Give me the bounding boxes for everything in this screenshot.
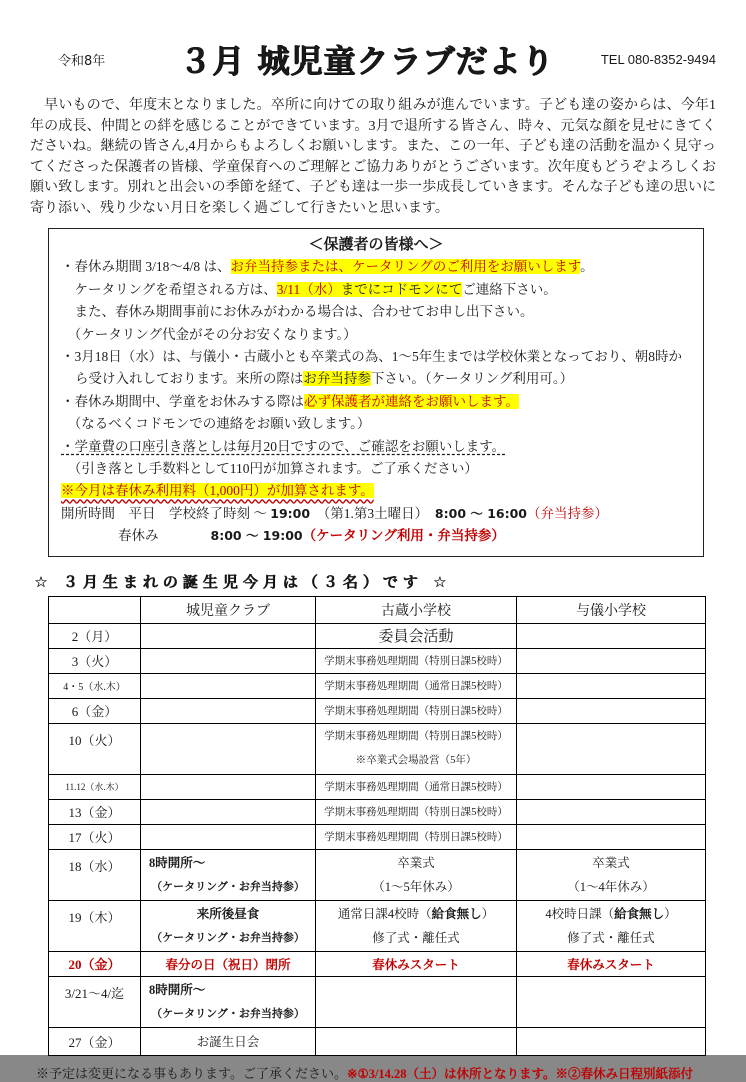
notice-title: ＜保護者の皆様へ＞ [308, 237, 444, 253]
cell-yogi [517, 976, 706, 1027]
hours-saturday-time: 8:00 ～ 16:00 [434, 505, 528, 521]
cell-date: 10（火） [49, 723, 141, 774]
cell-kozo [316, 976, 517, 1027]
opening-hours-weekday [61, 503, 691, 525]
cell-date: 13（金） [49, 799, 141, 824]
notice-text: ご連絡下さい。 [462, 281, 557, 297]
newsletter-title: ３月 城児童クラブだより [179, 42, 555, 80]
col-header-date [49, 596, 141, 623]
table-row [49, 976, 706, 1027]
cell-jo [141, 774, 316, 799]
cell-kozo [316, 900, 517, 951]
footer-note [36, 1063, 716, 1082]
event-line: （ケータリング・お弁当持参） [151, 931, 305, 944]
table-row [49, 799, 706, 824]
cell-yogi [517, 623, 706, 648]
col-header-jo: 城児童クラブ [141, 596, 316, 623]
notice-line-spring-fee [61, 480, 691, 502]
cell-yogi [517, 774, 706, 799]
notice-text: 。 [580, 259, 594, 275]
cell-jo [141, 723, 316, 774]
cell-kozo: 学期末事務処理期間（特別日課5校時） [316, 648, 517, 673]
cell-date: 27（金） [49, 1027, 141, 1055]
cell-yogi [517, 1027, 706, 1055]
cell-date: 6（金） [49, 698, 141, 723]
notice-text: ・春休み期間中、学童をお休みする際は [61, 393, 304, 409]
cell-kozo [316, 723, 517, 774]
event-line: 8時開所～ [149, 855, 206, 870]
table-row [49, 698, 706, 723]
cell-jo [141, 799, 316, 824]
opening-hours-spring [61, 525, 691, 547]
cell-kozo: 学期末事務処理期間（特別日課5校時） [316, 698, 517, 723]
event-line: （1～5年休み） [372, 879, 460, 894]
cell-kozo: 学期末事務処理期間（通常日課5校時） [316, 673, 517, 698]
cell-jo [141, 623, 316, 648]
notice-text: ・春休み期間 3/18～4/8 は、 [61, 259, 231, 275]
event-line [318, 902, 514, 926]
event-line: 来所後昼食 [196, 906, 260, 921]
hours-text: 開所時間 平日 学校終了時刻 ～ [61, 505, 271, 521]
event-text: 4校時日課（ [545, 906, 615, 921]
cell-date: 17（火） [49, 824, 141, 849]
cell-kozo [316, 1027, 517, 1055]
notice-line-debit-fee: （引き落とし手数料として110円が加算されます。ご了承ください） [61, 461, 478, 477]
highlight-guardian-contact: 必ず保護者が連絡をお願いします。 [304, 393, 519, 409]
notice-line-codmon-preferred: （なるべくコドモンでの連絡をお願い致します。） [61, 416, 371, 432]
cell-date: 18（水） [49, 849, 141, 900]
event-line: （ケータリング・お弁当持参） [151, 880, 305, 893]
notice-line-advance-absence: また、春休み期間事前にお休みがわかる場合は、合わせてお申し出下さい。 [61, 304, 534, 320]
footer-note-black: ※予定は変更になる事もあります。ご了承ください。 [36, 1065, 347, 1081]
cell-jo [141, 698, 316, 723]
table-row [49, 723, 706, 774]
notice-line-absence-contact [61, 391, 691, 413]
cell-date: 4・5（水.木） [49, 673, 141, 698]
cell-jo [141, 976, 316, 1027]
event-line [519, 902, 703, 926]
cell-date: 3（火） [49, 648, 141, 673]
cell-jo [141, 673, 316, 698]
table-row [49, 648, 706, 673]
notice-text: ケータリングを希望される方は、 [61, 281, 277, 297]
cell-yogi [517, 824, 706, 849]
birthday-heading: ☆ ３月生まれの誕生児今月は（３名）です ☆ [34, 572, 452, 591]
notice-text: ・3月18日（水）は、与儀小・古蔵小とも卒業式の為、1～5年生までは学校休業となっており、朝8時から受け入れしております。来所の際は [61, 349, 682, 387]
event-line: （1～4年休み） [567, 879, 655, 894]
highlight-deadline-date: 3/11（水） [276, 281, 341, 297]
hours-close-time: 19:00 [270, 505, 311, 521]
highlight-spring-fee: ※今月は春休み利用料（1,000円）が加算されます。 [61, 483, 374, 499]
header [30, 36, 716, 82]
notice-line-bank-debit [61, 436, 691, 458]
event-line: 8時開所～ [149, 982, 206, 997]
footer-note-red: ※①3/14.28（土）は休所となります。※②春休み日程別紙添付 [346, 1066, 693, 1081]
cell-date: 20（金） [49, 951, 141, 976]
table-row-holiday [49, 951, 706, 976]
cell-yogi [517, 648, 706, 673]
cell-date: 11.12（水.木） [49, 774, 141, 799]
notice-line-march18 [61, 346, 691, 391]
cell-kozo: 委員会活動 [316, 623, 517, 648]
cell-jo [141, 849, 316, 900]
cell-kozo: 学期末事務処理期間（通常日課5校時） [316, 774, 517, 799]
table-row [49, 673, 706, 698]
notice-line-catering-fee-note: （ケータリング代金がその分お安くなります。） [61, 326, 357, 342]
event-line: 卒業式 [592, 855, 630, 870]
event-line: 学期末事務処理期間（特別日課5校時） [324, 730, 508, 742]
event-text-bold: 給食無し [614, 906, 665, 921]
highlight-bento-catering: お弁当持参または、ケータリングのご利用をお願いします [230, 259, 581, 275]
era-label: 令和8年 [58, 53, 106, 69]
cell-jo [141, 900, 316, 951]
cell-date: 2（月） [49, 623, 141, 648]
cell-yogi [517, 900, 706, 951]
cell-kozo [316, 849, 517, 900]
cell-jo [141, 824, 316, 849]
cell-kozo: 学期末事務処理期間（特別日課5校時） [316, 824, 517, 849]
table-row [49, 774, 706, 799]
intro-paragraph: 早いもので、年度末となりました。卒所に向けての取り組みが進んでいます。子ども達の姿からは、今年1年の成長、仲間との絆を感じることができています。3月で退所する皆さん、時々、元気な顔を見せにきてくださいね。継続の皆さん,4月からもよろしくお願いします。また、この一年、子ども達の活動を温かく見守ってくださった保護者の皆様、学童保育へのご理解とご協力ありがとうございます。次年度もどうぞよろしくお願い致します。別れと出会いの季節を経て、子ども達は一歩一歩成長していきます。そんな子ども達の思いに寄り添い、残り少ない月日を楽しく過ごして行きたいと思います。 [30, 98, 716, 216]
notice-box [48, 228, 704, 557]
cell-yogi [517, 698, 706, 723]
table-row [49, 900, 706, 951]
col-header-kozo: 古蔵小学校 [316, 596, 517, 623]
event-line: 卒業式 [397, 855, 435, 870]
cell-yogi [517, 849, 706, 900]
event-line: 修了式・離任式 [567, 930, 655, 945]
cell-kozo: 学期末事務処理期間（特別日課5校時） [316, 799, 517, 824]
cell-kozo: 春休みスタート [316, 951, 517, 976]
cell-yogi [517, 799, 706, 824]
table-row [49, 849, 706, 900]
table-row [49, 1027, 706, 1055]
hours-spring-label: 春休み [118, 528, 159, 544]
hours-spring-time: 8:00 ～ 19:00 [210, 528, 303, 544]
cell-jo [141, 648, 316, 673]
cell-date: 19（木） [49, 900, 141, 951]
notice-text: 下さい。（ケータリング利用可。） [370, 371, 574, 387]
event-text-bold: 給食無し [431, 906, 482, 921]
cell-jo: 春分の日（祝日）閉所 [141, 951, 316, 976]
cell-jo: お誕生日会 [141, 1027, 316, 1055]
highlight-bring-bento: お弁当持参 [303, 371, 371, 387]
cell-yogi: 春休みスタート [517, 951, 706, 976]
event-text: 通常日課4校時（ [337, 906, 432, 921]
table-header-row [49, 596, 706, 623]
hours-spring-note: （ケータリング利用・弁当持参） [302, 528, 505, 544]
event-line: ※卒業式会場設営（5年） [355, 754, 477, 766]
event-text: ） [664, 906, 677, 921]
event-line: （ケータリング・お弁当持参） [151, 1007, 305, 1020]
underlined-debit-text: ・学童費の口座引き落としは毎月20日ですので、ご確認をお願いします。 [61, 438, 506, 454]
notice-line-catering-deadline [61, 279, 691, 301]
cell-date: 3/21～4/迄 [49, 976, 141, 1027]
notice-line-spring-break [61, 256, 691, 278]
tel-label: TEL 080-8352-9494 [600, 51, 716, 67]
hours-text: （第1.第3土曜日） [310, 505, 435, 521]
table-row [49, 623, 706, 648]
hours-bento-note: （弁当持参） [527, 505, 609, 521]
cell-yogi [517, 723, 706, 774]
cell-yogi [517, 673, 706, 698]
highlight-codmon: までにコドモンにて [340, 281, 463, 297]
event-line: 修了式・離任式 [372, 930, 460, 945]
event-text: ） [481, 906, 495, 921]
table-row [49, 824, 706, 849]
schedule-table [48, 596, 706, 1056]
col-header-yogi: 与儀小学校 [517, 596, 706, 623]
